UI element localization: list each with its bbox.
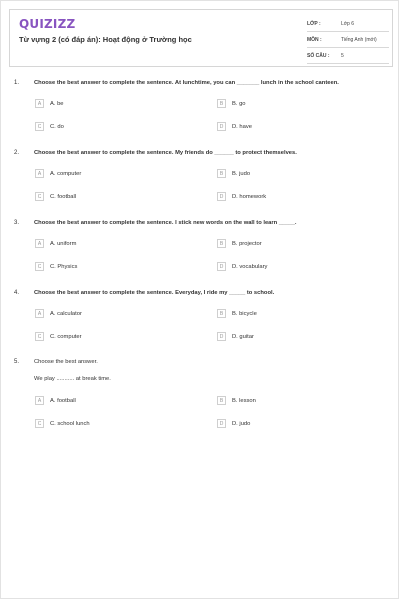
question-subtext: We play ........... at break time. [34, 376, 111, 382]
option-text: B. lesson [232, 397, 256, 404]
option-letter: D [217, 419, 226, 428]
option-letter: C [35, 122, 44, 131]
option-letter: B [217, 169, 226, 178]
question-number: 3. [14, 220, 20, 226]
worksheet-header [9, 9, 393, 67]
option-text: A. uniform [50, 240, 77, 247]
option-text: C. computer [50, 333, 82, 340]
option-letter: B [217, 396, 226, 405]
option-text: C. school lunch [50, 420, 90, 427]
meta-label: MÔN : [307, 37, 322, 43]
option-text: A. calculator [50, 310, 82, 317]
option-letter: C [35, 192, 44, 201]
option-text: B. projector [232, 240, 262, 247]
option-letter: B [217, 309, 226, 318]
option-letter: A [35, 239, 44, 248]
meta-row-subject [307, 32, 389, 48]
question-number: 5. [14, 359, 20, 365]
question-number: 4. [14, 290, 20, 296]
meta-label: LỚP : [307, 21, 321, 27]
page-title: Từ vựng 2 (có đáp án): Hoạt động ở Trường học [19, 35, 192, 44]
option-text: A. football [50, 397, 76, 404]
option-text: A. computer [50, 170, 82, 177]
option-text: C. Physics [50, 263, 78, 270]
option-text: C. do [50, 123, 64, 130]
option-letter: C [35, 332, 44, 341]
question-text: Choose the best answer to complete the sentence. Everyday, I ride my _____ to school. [34, 290, 275, 296]
option-text: D. have [232, 123, 252, 130]
meta-table [307, 16, 389, 64]
meta-value: 5 [341, 53, 344, 59]
meta-value: Tiếng Anh (mới) [341, 37, 377, 43]
option-letter: D [217, 192, 226, 201]
option-letter: A [35, 396, 44, 405]
option-text: D. guitar [232, 333, 254, 340]
option-letter: D [217, 332, 226, 341]
option-text: B. bicycle [232, 310, 257, 317]
meta-row-grade [307, 16, 389, 32]
meta-value: Lớp 6 [341, 21, 355, 27]
option-text: C. football [50, 193, 77, 200]
meta-row-question-count [307, 48, 389, 64]
option-text: D. homework [232, 193, 267, 200]
quizizz-logo: QUIZIZZ [19, 17, 76, 31]
question-text: Choose the best answer to complete the sentence. At lunchtime, you can _______ lunch in the school canteen. [34, 80, 339, 86]
option-text: D. vocabulary [232, 263, 268, 270]
option-letter: A [35, 309, 44, 318]
question-number: 2. [14, 150, 20, 156]
option-text: B. judo [232, 170, 251, 177]
option-letter: A [35, 99, 44, 108]
question-text: Choose the best answer to complete the sentence. My friends do ______ to protect themselves. [34, 150, 297, 156]
question-text: Choose the best answer to complete the sentence. I stick new words on the wall to learn _____. [34, 220, 297, 226]
option-text: D. judo [232, 420, 251, 427]
option-letter: B [217, 99, 226, 108]
option-letter: C [35, 419, 44, 428]
option-text: A. be [50, 100, 64, 107]
option-letter: C [35, 262, 44, 271]
option-letter: D [217, 122, 226, 131]
option-text: B. go [232, 100, 246, 107]
question-number: 1. [14, 80, 20, 86]
option-letter: A [35, 169, 44, 178]
option-letter: D [217, 262, 226, 271]
question-text: Choose the best answer. [34, 359, 98, 365]
option-letter: B [217, 239, 226, 248]
meta-label: SỐ CÂU : [307, 53, 330, 59]
